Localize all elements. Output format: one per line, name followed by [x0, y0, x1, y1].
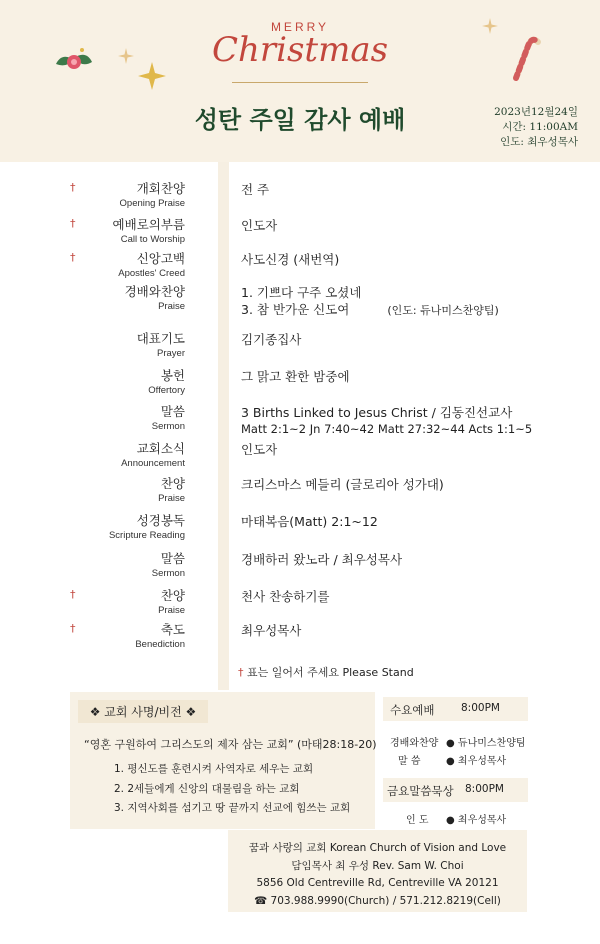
item-label-en: Apostles' Creed	[118, 268, 185, 279]
item-label: 교회소식	[136, 441, 185, 456]
item-label-en: Opening Praise	[119, 198, 185, 209]
item-label-en: Prayer	[157, 348, 185, 359]
merry-text: MERRY	[270, 20, 330, 34]
item-value: 크리스마스 메들리 (글로리아 성가대)	[241, 477, 444, 492]
wed-row-value: ● 최우성목사	[446, 756, 507, 767]
item-label-en: Announcement	[121, 458, 185, 469]
wednesday-label: 수요예배	[390, 703, 435, 717]
item-value: 마태복음(Matt) 2:1~12	[241, 514, 378, 529]
praise-team-note: (인도: 듀나미스찬양팀)	[387, 304, 499, 317]
wed-row-label: 경배와찬양	[390, 738, 439, 749]
sermon-title: 3 Births Linked to Jesus Christ / 김동진선교사	[241, 405, 513, 420]
item-label-en: Sermon	[151, 421, 185, 432]
item-label-en: Scripture Reading	[108, 530, 185, 541]
mission-quote: “영혼 구원하여 그리스도의 제자 삼는 교회” (마태28:18-20)	[84, 738, 377, 751]
service-date: 2023년12월24일	[494, 106, 578, 118]
item-label: 예배로의부름	[112, 217, 185, 232]
wed-row-label: 말 씀	[398, 756, 421, 767]
service-leader: 인도: 최우성목사	[500, 136, 578, 148]
item-value: 사도신경 (새번역)	[241, 252, 340, 267]
item-label-en: Praise	[158, 493, 185, 504]
pastor-name: 담임목사 최 우성 Rev. Sam W. Choi	[291, 860, 464, 872]
wednesday-time: 8:00PM	[461, 702, 500, 714]
title-divider	[232, 82, 368, 83]
item-label-en: Call to Worship	[120, 234, 185, 245]
stand-marker-icon: †	[70, 217, 76, 230]
stand-marker-icon: †	[70, 251, 76, 264]
church-phone: ☎ 703.988.9990(Church) / 571.212.8219(Cell)	[254, 895, 501, 907]
hymn-line: 3. 참 반가운 신도여 (인도: 듀나미스찬양팀)	[241, 302, 499, 317]
item-label: 찬양	[160, 476, 185, 491]
item-label-en: Offertory	[148, 385, 185, 396]
stand-note	[238, 664, 414, 680]
item-value: 인도자	[241, 218, 278, 233]
stand-marker-icon: †	[70, 588, 76, 601]
item-value: 인도자	[241, 442, 278, 457]
item-value: 전 주	[241, 182, 270, 197]
item-value: 그 맑고 환한 밤중에	[241, 369, 350, 384]
item-label: 개회찬양	[136, 181, 185, 196]
item-value	[241, 404, 532, 438]
hymn-line: 1. 기쁘다 구주 오셨네	[241, 285, 362, 300]
item-label-en: Sermon	[151, 568, 185, 579]
item-label: 축도	[160, 622, 185, 637]
mission-heading: ❖ 교회 사명/비전 ❖	[78, 700, 208, 723]
mission-item: 1. 평신도를 훈련시켜 사역자로 세우는 교회	[114, 763, 314, 775]
item-label: 성경봉독	[136, 513, 185, 528]
christmas-script: Christmas	[211, 30, 389, 70]
stand-note-text: 표는 일어서 주세요 Please Stand	[247, 666, 414, 679]
item-label-en: Praise	[158, 605, 185, 616]
friday-label: 금요말씀묵상	[387, 784, 454, 798]
stand-marker-icon: †	[70, 622, 76, 635]
item-label: 찬양	[160, 588, 185, 603]
stand-marker-icon: †	[70, 181, 76, 194]
item-value: 김기종집사	[241, 332, 302, 347]
mission-item: 3. 지역사회를 섬기고 땅 끝까지 선교에 힘쓰는 교회	[114, 802, 351, 814]
church-address: 5856 Old Centreville Rd, Centreville VA 20121	[256, 877, 499, 889]
wed-row-value: ● 듀나미스찬양팀	[446, 738, 526, 749]
mission-item: 2. 2세들에게 신앙의 대물림을 하는 교회	[114, 783, 300, 795]
friday-time: 8:00PM	[465, 783, 504, 795]
item-label: 말씀	[160, 551, 185, 566]
item-value: 최우성목사	[241, 623, 302, 638]
item-value: 천사 찬송하기를	[241, 589, 330, 604]
center-divider	[218, 162, 229, 690]
item-value	[241, 284, 499, 319]
item-label: 경배와찬양	[124, 284, 185, 299]
wednesday-service-header	[383, 697, 528, 721]
stand-marker-icon: †	[238, 666, 244, 679]
item-value: 경배하러 왔노라 / 최우성목사	[241, 552, 403, 567]
page-title: 성탄 주일 감사 예배	[194, 105, 406, 134]
item-label: 대표기도	[136, 331, 185, 346]
item-label: 봉헌	[160, 368, 185, 383]
item-label: 신앙고백	[136, 251, 185, 266]
service-info	[494, 105, 578, 150]
item-label-en: Praise	[158, 301, 185, 312]
fri-row-label: 인 도	[406, 815, 429, 826]
item-label-en: Benediction	[135, 639, 185, 650]
scripture-refs: Matt 2:1~2 Jn 7:40~42 Matt 27:32~44 Acts 1:1~5	[241, 422, 533, 436]
fri-row-value: ● 최우성목사	[446, 815, 507, 826]
service-time: 시간: 11:00AM	[502, 121, 578, 133]
item-label: 말씀	[160, 404, 185, 419]
church-name: 꿈과 사랑의 교회 Korean Church of Vision and Love	[248, 842, 507, 854]
friday-service-header	[383, 778, 528, 802]
